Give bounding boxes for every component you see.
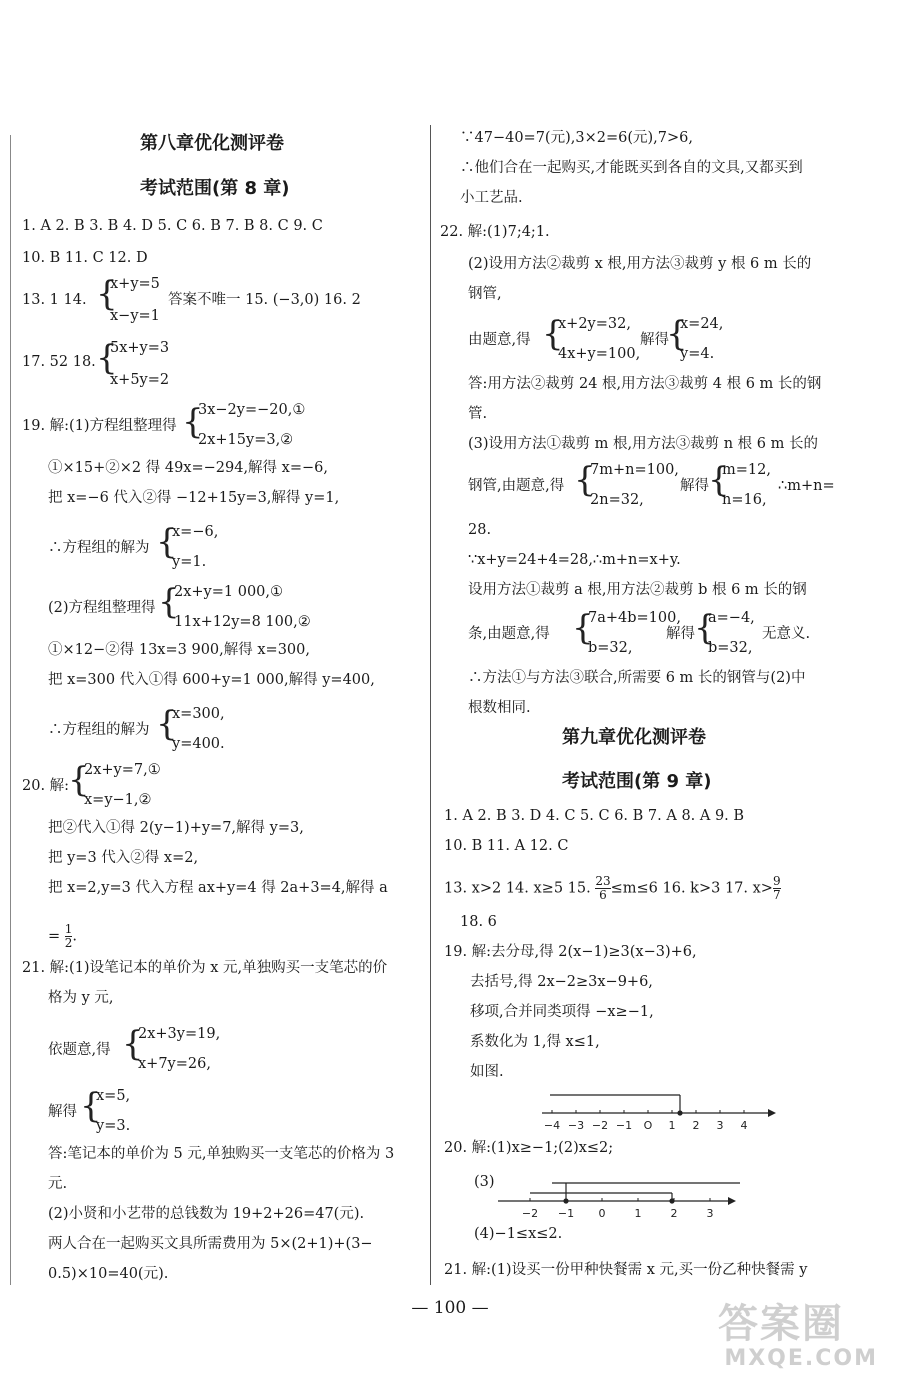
fraction: $\frac{9}{7}$: [772, 874, 781, 902]
chapter8-subtitle: 考试范围(第 8 章): [140, 178, 290, 199]
solution-line: 移项,合并同类项得 −x≥−1,: [470, 1004, 654, 1020]
answer-row: 13. 1 14.: [22, 292, 87, 308]
tick-label: −2: [521, 1207, 539, 1220]
solution-line: 元.: [48, 1176, 68, 1192]
column-divider: [430, 125, 431, 1285]
solution-line: 0.5)×10=40(元).: [48, 1266, 169, 1282]
equation: x+2y=32,: [558, 316, 631, 332]
brace-icon: {: [68, 760, 90, 800]
solution-line: 设用方法①裁剪 a 根,用方法②裁剪 b 根 6 m 长的钢: [468, 582, 807, 598]
solution-line: ∴他们合在一起购买,才能既买到各自的文具,又都买到: [460, 160, 803, 176]
tick-label: −1: [557, 1207, 575, 1220]
solution-line: 19. 解:去分母,得 2(x−1)≥3(x−3)+6,: [444, 944, 697, 960]
equation: 2x+3y=19,: [138, 1026, 221, 1042]
brace-icon: {: [96, 274, 118, 314]
answer-row: 13. x>2 14. x≥5 15. $\frac{23}{6}$ ≤m≤6 16. k>3 17. x> $\frac{9}{7}$: [444, 874, 781, 902]
tick-label: 1: [668, 1119, 676, 1132]
brace-icon: {: [80, 1086, 102, 1126]
equation: b=32,: [588, 640, 633, 656]
solution-line: 根数相同.: [468, 700, 531, 716]
tick-label: 3: [706, 1207, 714, 1220]
page-number: — 100 —: [411, 1298, 489, 1318]
solution-line: 把 y=3 代入②得 x=2,: [48, 850, 199, 866]
tick-label: 3: [716, 1119, 724, 1132]
solution-line: 21. 解:(1)设买一份甲种快餐需 x 元,买一份乙种快餐需 y: [444, 1262, 808, 1278]
brace-icon: {: [542, 314, 564, 354]
equation: x=300,: [172, 706, 225, 722]
left-margin-line: [10, 135, 11, 1285]
brace-icon: {: [666, 314, 688, 354]
answer-row: 18. 6: [460, 914, 497, 930]
brace-icon: {: [156, 704, 178, 744]
solution-line: ∴方程组的解为: [48, 722, 150, 738]
fraction: $\frac{23}{6}$: [595, 874, 611, 902]
solution-line: (3): [474, 1174, 495, 1190]
tick-label: −2: [591, 1119, 609, 1132]
equation: x=−6,: [172, 524, 219, 540]
equation: x+5y=2: [110, 372, 170, 388]
solution-line: (4)−1≤x≤2.: [474, 1226, 563, 1242]
solution-line: ∵x+y=24+4=28,∴m+n=x+y.: [468, 552, 681, 568]
answer-row: 10. B 11. A 12. C: [444, 838, 569, 854]
solution-line: 解得: [666, 626, 695, 642]
solution-line: ①×12−②得 13x=3 900,解得 x=300,: [48, 642, 310, 658]
solution-line: 把 x=300 代入①得 600+y=1 000,解得 y=400,: [48, 672, 375, 688]
solution-line: ①×15+②×2 得 49x=−294,解得 x=−6,: [48, 460, 328, 476]
solution-line: 把②代入①得 2(y−1)+y=7,解得 y=3,: [48, 820, 304, 836]
chapter9-title: 第九章优化测评卷: [562, 727, 706, 748]
solution-line: 小工艺品.: [460, 190, 523, 206]
solution-line: 答:笔记本的单价为 5 元,单独购买一支笔芯的价格为 3: [48, 1146, 395, 1162]
equation: x−y=1: [110, 308, 160, 324]
equation: a=−4,: [708, 610, 755, 626]
solution-line: 格为 y 元,: [48, 990, 114, 1006]
equation: 2x+y=1 000,①: [174, 584, 284, 600]
solution-line: 把 x=2,y=3 代入方程 ax+y=4 得 2a+3=4,解得 a: [48, 880, 388, 896]
tick-label: 2: [692, 1119, 700, 1132]
equation: b=32,: [708, 640, 753, 656]
brace-icon: {: [708, 460, 730, 500]
equation: x=5,: [96, 1088, 131, 1104]
tick-label: −3: [567, 1119, 585, 1132]
equation: x+7y=26,: [138, 1056, 211, 1072]
solution-line: 答:用方法②裁剪 24 根,用方法③裁剪 4 根 6 m 长的钢: [468, 376, 822, 392]
tick-label: 2: [670, 1207, 678, 1220]
brace-icon: {: [572, 608, 594, 648]
solution-line: 去括号,得 2x−2≥3x−9+6,: [470, 974, 653, 990]
solution-line: 21. 解:(1)设笔记本的单价为 x 元,单独购买一支笔芯的价: [22, 960, 388, 976]
answer-row: 10. B 11. C 12. D: [22, 250, 148, 266]
brace-icon: {: [158, 582, 180, 622]
brace-icon: {: [694, 608, 716, 648]
solution-line: ∴方法①与方法③联合,所需要 6 m 长的钢管与(2)中: [468, 670, 806, 686]
equation: 2x+15y=3,②: [198, 432, 294, 448]
tick-label: 1: [634, 1207, 642, 1220]
equation: y=4.: [680, 346, 715, 362]
solution-line: (2)方程组整理得: [48, 600, 156, 616]
solution-line: 28.: [468, 522, 492, 538]
tick-label: 4: [740, 1119, 748, 1132]
equation: x+y=5: [110, 276, 160, 292]
solution-line: 解得: [680, 478, 709, 494]
solution-line: 解得: [48, 1104, 77, 1120]
solution-line: 钢管,: [468, 286, 502, 302]
answer-row: 1. A 2. B 3. D 4. C 5. C 6. B 7. A 8. A 9. B: [444, 808, 745, 824]
solution-line: 两人合在一起购买文具所需费用为 5×(2+1)+(3−: [48, 1236, 373, 1252]
equation: 7a+4b=100,: [588, 610, 681, 626]
equation: x=y−1,②: [84, 792, 152, 808]
brace-icon: {: [574, 460, 596, 500]
tick-label: 0: [598, 1207, 606, 1220]
equation: x=24,: [680, 316, 724, 332]
solution-line: 20. 解:: [22, 778, 70, 794]
equation: y=400.: [172, 736, 225, 752]
solution-line: (2)小贤和小艺带的总钱数为 19+2+26=47(元).: [48, 1206, 365, 1222]
equation: 7m+n=100,: [590, 462, 679, 478]
equation: y=3.: [96, 1118, 131, 1134]
chapter9-subtitle: 考试范围(第 9 章): [562, 771, 712, 792]
answer-row: 1. A 2. B 3. B 4. D 5. C 6. B 7. B 8. C 9. C: [22, 218, 323, 234]
equation: 2x+y=7,①: [84, 762, 161, 778]
answer-row: 答案不唯一 15. (−3,0) 16. 2: [168, 292, 361, 308]
solution-line: 解得: [640, 332, 669, 348]
equation: n=16,: [722, 492, 767, 508]
brace-icon: {: [96, 338, 118, 378]
solution-line: (3)设用方法①裁剪 m 根,用方法③裁剪 n 根 6 m 长的: [468, 436, 818, 452]
solution-line: 22. 解:(1)7;4;1.: [440, 224, 550, 240]
equation: y=1.: [172, 554, 207, 570]
number-line-2: [490, 1161, 740, 1221]
tick-label: −4: [543, 1119, 561, 1132]
solution-line: 19. 解:(1)方程组整理得: [22, 418, 177, 434]
tick-label: −1: [615, 1119, 633, 1132]
answer-row: 17. 52 18.: [22, 354, 96, 370]
equation: 3x−2y=−20,①: [198, 402, 306, 418]
equation: 2n=32,: [590, 492, 644, 508]
solution-line: 钢管,由题意,得: [468, 478, 565, 494]
solution-line: 无意义.: [762, 626, 811, 642]
watermark-logo: 答案圈 MXQE.COM: [718, 1301, 878, 1371]
equation: 5x+y=3: [110, 340, 170, 356]
solution-line: (2)设用方法②裁剪 x 根,用方法③裁剪 y 根 6 m 长的: [468, 256, 812, 272]
solution-line: ∴方程组的解为: [48, 540, 150, 556]
fraction: $\frac{1}{2}$: [64, 922, 73, 950]
solution-line: ∵47−40=7(元),3×2=6(元),7>6,: [460, 130, 693, 146]
equation: 4x+y=100,: [558, 346, 641, 362]
brace-icon: {: [122, 1024, 144, 1064]
chapter8-title: 第八章优化测评卷: [140, 133, 284, 154]
equation: m=12,: [722, 462, 771, 478]
solution-line: = $\frac{1}{2}$ .: [48, 922, 78, 950]
tick-label: O: [643, 1119, 653, 1132]
solution-line: 系数化为 1,得 x≤1,: [470, 1034, 600, 1050]
solution-line: 20. 解:(1)x≥−1;(2)x≤2;: [444, 1140, 614, 1156]
solution-line: 管.: [468, 406, 488, 422]
solution-line: 由题意,得: [468, 332, 531, 348]
brace-icon: {: [156, 522, 178, 562]
number-line-1: [540, 1085, 780, 1135]
equation: 11x+12y=8 100,②: [174, 614, 311, 630]
solution-line: 如图.: [470, 1064, 504, 1080]
solution-line: 条,由题意,得: [468, 626, 550, 642]
brace-icon: {: [182, 402, 204, 442]
solution-line: ∴m+n=: [778, 478, 835, 494]
solution-line: 依题意,得: [48, 1042, 111, 1058]
solution-line: 把 x=−6 代入②得 −12+15y=3,解得 y=1,: [48, 490, 340, 506]
